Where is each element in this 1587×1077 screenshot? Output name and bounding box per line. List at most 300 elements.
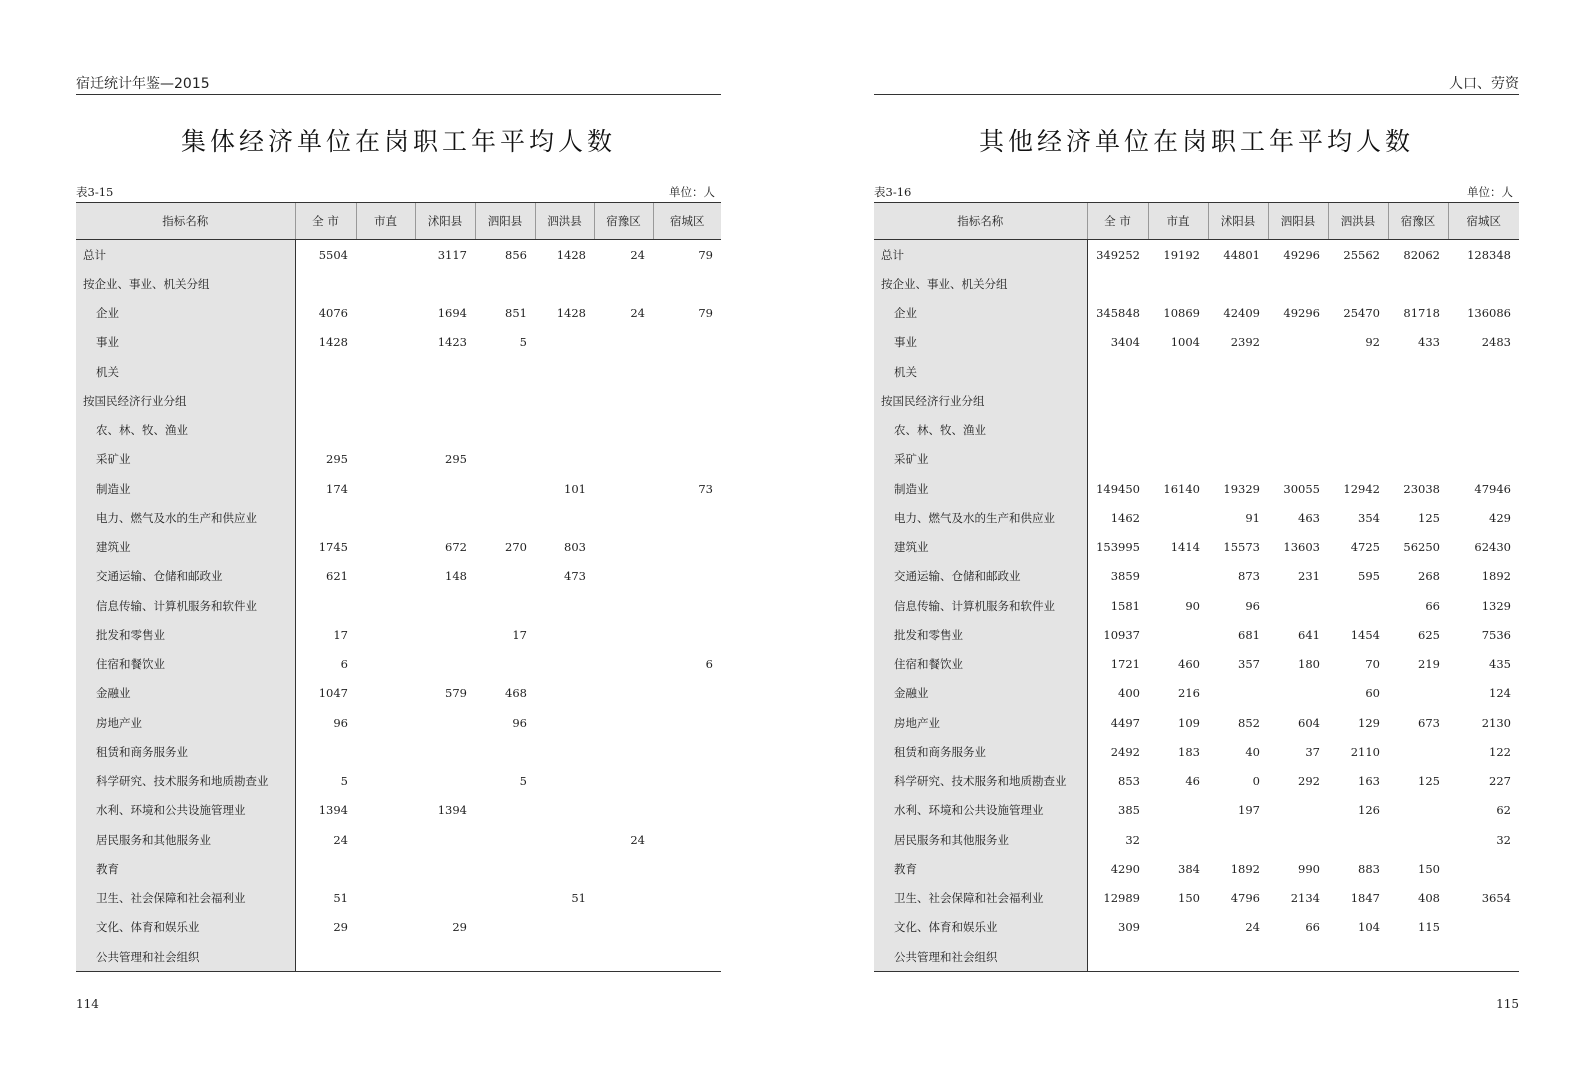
table-cell	[1148, 913, 1208, 942]
table-cell	[356, 357, 415, 386]
table-cell: 163	[1358, 774, 1380, 789]
table-cell: 852	[1238, 715, 1260, 730]
left-page	[76, 0, 721, 1077]
table-cell	[295, 386, 356, 415]
table-cell	[1087, 445, 1148, 474]
table-cell: 66	[1425, 598, 1440, 613]
table-cell	[1268, 679, 1328, 708]
table-cell: 16140	[1163, 481, 1200, 496]
table-cell: 91	[1245, 510, 1260, 525]
table-cell: 672	[445, 540, 467, 555]
row-label: 按国民经济行业分组	[76, 386, 295, 415]
stat-table	[76, 202, 721, 972]
table-cell	[1328, 416, 1388, 445]
row-label: 建筑业	[76, 533, 295, 562]
table-cell: 1892	[1230, 861, 1260, 876]
table-cell	[1328, 269, 1388, 298]
row-label: 机关	[76, 357, 295, 386]
table-cell	[356, 884, 415, 913]
table-cell	[356, 796, 415, 825]
row-label: 按国民经济行业分组	[874, 386, 1087, 415]
table-row	[76, 562, 721, 591]
table-title: 集体经济单位在岗职工年平均人数	[180, 127, 616, 156]
table-cell	[653, 416, 721, 445]
table-cell	[1148, 620, 1208, 649]
table-cell	[1388, 445, 1448, 474]
table-cell	[535, 679, 594, 708]
table-cell: 385	[1118, 803, 1140, 818]
table-cell	[1388, 416, 1448, 445]
table-cell: 12989	[1103, 891, 1140, 906]
table-row	[76, 474, 721, 503]
table-cell: 79	[698, 247, 713, 262]
table-row	[874, 854, 1519, 883]
table-cell	[535, 328, 594, 357]
table-number: 表3-16	[874, 185, 912, 199]
table-cell: 2130	[1481, 715, 1511, 730]
table-cell	[475, 854, 535, 883]
table-row	[76, 357, 721, 386]
row-label: 信息传输、计算机服务和软件业	[76, 591, 295, 620]
table-cell	[1388, 386, 1448, 415]
row-label: 教育	[874, 854, 1087, 883]
table-cell	[1268, 269, 1328, 298]
table-cell	[535, 767, 594, 796]
table-cell	[594, 503, 653, 532]
table-cell: 82062	[1403, 247, 1440, 262]
row-label: 采矿业	[874, 445, 1087, 474]
column-header: 沭阳县	[1208, 203, 1268, 240]
table-row	[874, 591, 1519, 620]
table-cell	[356, 416, 415, 445]
row-label: 金融业	[76, 679, 295, 708]
table-cell: 125	[1418, 510, 1440, 525]
table-cell: 24	[630, 306, 645, 321]
table-cell	[475, 737, 535, 766]
table-cell: 3859	[1110, 569, 1140, 584]
row-label: 事业	[874, 328, 1087, 357]
table-cell	[535, 620, 594, 649]
table-row	[76, 445, 721, 474]
row-label: 电力、燃气及水的生产和供应业	[76, 503, 295, 532]
table-cell: 56250	[1403, 540, 1440, 555]
table-cell	[356, 650, 415, 679]
table-cell: 354	[1358, 510, 1380, 525]
table-cell	[594, 562, 653, 591]
table-row	[874, 942, 1519, 972]
table-cell	[356, 240, 415, 270]
table-number: 表3-15	[76, 185, 114, 199]
table-cell: 4725	[1350, 540, 1380, 555]
table-row	[874, 503, 1519, 532]
table-cell	[415, 357, 475, 386]
table-cell	[594, 357, 653, 386]
table-cell	[653, 942, 721, 972]
table-cell	[356, 445, 415, 474]
table-cell: 122	[1489, 744, 1511, 759]
table-cell: 1694	[437, 306, 467, 321]
table-cell: 44801	[1223, 247, 1260, 262]
table-cell: 49296	[1283, 247, 1320, 262]
row-label: 房地产业	[76, 708, 295, 737]
table-row	[76, 328, 721, 357]
table-cell: 3117	[437, 247, 467, 262]
table-cell	[356, 503, 415, 532]
row-label: 总计	[76, 240, 295, 270]
table-cell: 40	[1245, 744, 1260, 759]
table-cell	[295, 503, 356, 532]
table-cell	[535, 854, 594, 883]
table-cell	[594, 854, 653, 883]
table-cell: 853	[1118, 774, 1140, 789]
column-header: 市直	[356, 203, 415, 240]
table-cell	[653, 357, 721, 386]
table-cell: 408	[1418, 891, 1440, 906]
table-cell	[594, 796, 653, 825]
table-cell: 29	[333, 920, 348, 935]
table-cell	[594, 708, 653, 737]
table-cell	[653, 562, 721, 591]
row-label: 居民服务和其他服务业	[76, 825, 295, 854]
column-header: 宿豫区	[594, 203, 653, 240]
table-cell: 25470	[1343, 306, 1380, 321]
table-cell	[594, 942, 653, 972]
table-row	[874, 737, 1519, 766]
table-cell	[356, 767, 415, 796]
table-cell	[653, 620, 721, 649]
table-cell	[1448, 942, 1519, 972]
table-cell: 24	[630, 247, 645, 262]
table-cell	[356, 737, 415, 766]
table-header-row	[874, 203, 1519, 240]
table-cell	[1388, 269, 1448, 298]
table-cell: 30055	[1283, 481, 1320, 496]
table-cell: 197	[1238, 803, 1260, 818]
table-cell	[1268, 328, 1328, 357]
column-header: 宿豫区	[1388, 203, 1448, 240]
row-label: 文化、体育和娱乐业	[76, 913, 295, 942]
table-cell: 468	[505, 686, 527, 701]
table-cell	[1148, 357, 1208, 386]
table-cell	[594, 474, 653, 503]
row-label: 机关	[874, 357, 1087, 386]
table-row	[76, 533, 721, 562]
table-cell	[415, 884, 475, 913]
table-cell	[535, 942, 594, 972]
table-cell	[535, 269, 594, 298]
table-cell	[356, 942, 415, 972]
table-cell: 5	[340, 774, 348, 789]
table-cell: 384	[1178, 861, 1200, 876]
table-cell	[594, 591, 653, 620]
table-row	[76, 942, 721, 972]
table-cell	[594, 767, 653, 796]
table-cell	[415, 474, 475, 503]
table-cell: 621	[326, 569, 348, 584]
table-cell	[653, 913, 721, 942]
table-cell	[475, 825, 535, 854]
right-page	[874, 0, 1519, 1077]
row-label: 企业	[76, 299, 295, 328]
table-row	[76, 269, 721, 298]
table-unit: 单位：人	[1467, 185, 1513, 199]
table-cell	[1448, 416, 1519, 445]
table-cell: 32	[1125, 832, 1140, 847]
table-cell	[535, 503, 594, 532]
table-cell: 295	[326, 452, 348, 467]
table-cell	[653, 884, 721, 913]
table-cell: 174	[326, 481, 348, 496]
table-cell: 357	[1238, 657, 1260, 672]
table-cell	[1448, 913, 1519, 942]
table-cell: 96	[333, 715, 348, 730]
table-cell	[535, 708, 594, 737]
table-cell	[535, 650, 594, 679]
table-cell: 803	[564, 540, 586, 555]
table-cell	[594, 650, 653, 679]
table-cell	[535, 825, 594, 854]
table-cell	[653, 503, 721, 532]
table-cell: 42409	[1223, 306, 1260, 321]
table-cell: 81718	[1403, 306, 1440, 321]
row-label: 水利、环境和公共设施管理业	[76, 796, 295, 825]
table-cell	[1087, 269, 1148, 298]
table-cell	[535, 737, 594, 766]
column-header: 指标名称	[76, 203, 295, 240]
table-cell: 15573	[1223, 540, 1260, 555]
table-row	[76, 299, 721, 328]
row-label: 公共管理和社会组织	[76, 942, 295, 972]
table-cell: 1721	[1110, 657, 1140, 672]
table-cell	[653, 445, 721, 474]
table-cell	[1268, 825, 1328, 854]
table-cell: 149450	[1096, 481, 1140, 496]
table-cell	[1148, 562, 1208, 591]
table-row	[76, 854, 721, 883]
row-label: 建筑业	[874, 533, 1087, 562]
table-cell: 5	[519, 774, 527, 789]
table-cell: 1892	[1481, 569, 1511, 584]
table-cell	[1148, 503, 1208, 532]
table-cell	[356, 854, 415, 883]
table-cell	[475, 474, 535, 503]
table-row	[76, 650, 721, 679]
table-cell	[415, 825, 475, 854]
column-header: 泗洪县	[535, 203, 594, 240]
table-cell	[415, 737, 475, 766]
row-label: 科学研究、技术服务和地质勘查业	[874, 767, 1087, 796]
table-cell	[1388, 942, 1448, 972]
table-cell	[653, 708, 721, 737]
table-cell: 136086	[1467, 306, 1511, 321]
row-label: 卫生、社会保障和社会福利业	[874, 884, 1087, 913]
table-cell	[1208, 416, 1268, 445]
table-cell	[295, 854, 356, 883]
table-cell	[475, 269, 535, 298]
table-cell	[1328, 591, 1388, 620]
table-cell	[475, 416, 535, 445]
table-cell: 6	[705, 657, 713, 672]
table-cell: 24	[333, 832, 348, 847]
table-row	[76, 240, 721, 270]
column-header: 泗阳县	[1268, 203, 1328, 240]
table-cell: 62	[1496, 803, 1511, 818]
table-cell: 1847	[1350, 891, 1380, 906]
column-header: 泗阳县	[475, 203, 535, 240]
table-cell: 1745	[318, 540, 348, 555]
table-cell	[1148, 386, 1208, 415]
table-cell: 13603	[1283, 540, 1320, 555]
table-cell: 429	[1489, 510, 1511, 525]
table-cell	[475, 884, 535, 913]
table-cell	[535, 913, 594, 942]
table-cell	[535, 416, 594, 445]
table-cell: 79	[698, 306, 713, 321]
table-cell: 24	[630, 832, 645, 847]
table-cell: 17	[512, 627, 527, 642]
table-cell	[1268, 796, 1328, 825]
table-cell: 153995	[1096, 540, 1140, 555]
table-cell: 1462	[1110, 510, 1140, 525]
table-row	[874, 269, 1519, 298]
row-label: 租赁和商务服务业	[874, 737, 1087, 766]
table-cell	[535, 357, 594, 386]
table-cell: 463	[1298, 510, 1320, 525]
table-row	[76, 679, 721, 708]
table-row	[76, 737, 721, 766]
table-cell: 2492	[1110, 744, 1140, 759]
table-cell: 29	[452, 920, 467, 935]
table-cell: 96	[1245, 598, 1260, 613]
table-cell: 7536	[1481, 627, 1511, 642]
table-row	[76, 884, 721, 913]
table-cell: 51	[333, 891, 348, 906]
table-cell	[1388, 796, 1448, 825]
table-cell	[415, 503, 475, 532]
table-cell	[415, 942, 475, 972]
table-cell: 604	[1298, 715, 1320, 730]
table-cell	[1328, 386, 1388, 415]
table-row	[874, 825, 1519, 854]
table-cell	[653, 679, 721, 708]
table-cell: 129	[1358, 715, 1380, 730]
table-cell	[594, 533, 653, 562]
table-cell: 1428	[556, 306, 586, 321]
table-cell	[1208, 825, 1268, 854]
table-cell: 1047	[318, 686, 348, 701]
row-label: 电力、燃气及水的生产和供应业	[874, 503, 1087, 532]
table-cell	[1268, 942, 1328, 972]
table-cell: 4076	[318, 306, 348, 321]
table-cell	[535, 445, 594, 474]
row-label: 科学研究、技术服务和地质勘查业	[76, 767, 295, 796]
table-cell	[356, 474, 415, 503]
table-cell: 1414	[1170, 540, 1200, 555]
table-cell: 1329	[1481, 598, 1511, 613]
table-row	[76, 796, 721, 825]
table-cell: 115	[1418, 920, 1440, 935]
table-cell: 96	[512, 715, 527, 730]
table-cell	[1268, 445, 1328, 474]
table-cell: 32	[1496, 832, 1511, 847]
table-cell: 10937	[1103, 627, 1140, 642]
table-row	[874, 679, 1519, 708]
table-cell	[415, 620, 475, 649]
table-cell	[594, 884, 653, 913]
row-label: 农、林、牧、渔业	[76, 416, 295, 445]
row-label: 教育	[76, 854, 295, 883]
table-row	[874, 328, 1519, 357]
table-title: 其他经济单位在岗职工年平均人数	[978, 127, 1414, 156]
table-cell: 126	[1358, 803, 1380, 818]
table-cell	[356, 708, 415, 737]
table-cell	[1388, 357, 1448, 386]
table-cell	[356, 386, 415, 415]
table-meta	[874, 184, 1519, 200]
running-head: 宿迁统计年鉴—2015	[76, 76, 721, 95]
table-cell: 2392	[1230, 335, 1260, 350]
table-cell: 24	[1245, 920, 1260, 935]
column-header: 宿城区	[1448, 203, 1519, 240]
table-cell	[594, 416, 653, 445]
table-cell: 12942	[1343, 481, 1380, 496]
table-row	[874, 416, 1519, 445]
row-label: 按企业、事业、机关分组	[76, 269, 295, 298]
table-cell: 1004	[1170, 335, 1200, 350]
table-cell	[535, 796, 594, 825]
table-row	[76, 386, 721, 415]
column-header: 全 市	[1087, 203, 1148, 240]
table-cell: 270	[505, 540, 527, 555]
table-cell	[653, 825, 721, 854]
table-cell	[1448, 386, 1519, 415]
table-cell: 60	[1365, 686, 1380, 701]
table-cell	[653, 269, 721, 298]
table-row	[76, 416, 721, 445]
table-cell: 109	[1178, 715, 1200, 730]
row-label: 事业	[76, 328, 295, 357]
table-cell	[475, 591, 535, 620]
table-cell: 90	[1185, 598, 1200, 613]
table-cell	[1208, 679, 1268, 708]
table-cell: 400	[1118, 686, 1140, 701]
table-cell	[415, 269, 475, 298]
table-cell	[1208, 386, 1268, 415]
page-number: 115	[1496, 997, 1519, 1011]
table-cell	[295, 737, 356, 766]
table-cell: 25562	[1343, 247, 1380, 262]
row-label: 金融业	[874, 679, 1087, 708]
row-label: 农、林、牧、渔业	[874, 416, 1087, 445]
table-cell	[594, 679, 653, 708]
table-row	[874, 357, 1519, 386]
table-cell: 180	[1298, 657, 1320, 672]
table-cell	[594, 913, 653, 942]
table-cell	[1448, 445, 1519, 474]
table-cell	[1148, 269, 1208, 298]
row-label: 批发和零售业	[874, 620, 1087, 649]
table-cell	[295, 416, 356, 445]
column-header: 市直	[1148, 203, 1208, 240]
table-cell: 148	[445, 569, 467, 584]
table-row	[874, 913, 1519, 942]
table-cell: 292	[1298, 774, 1320, 789]
table-cell	[594, 445, 653, 474]
table-cell	[475, 942, 535, 972]
table-cell: 124	[1489, 686, 1511, 701]
table-cell: 681	[1238, 627, 1260, 642]
stat-table	[874, 202, 1519, 972]
